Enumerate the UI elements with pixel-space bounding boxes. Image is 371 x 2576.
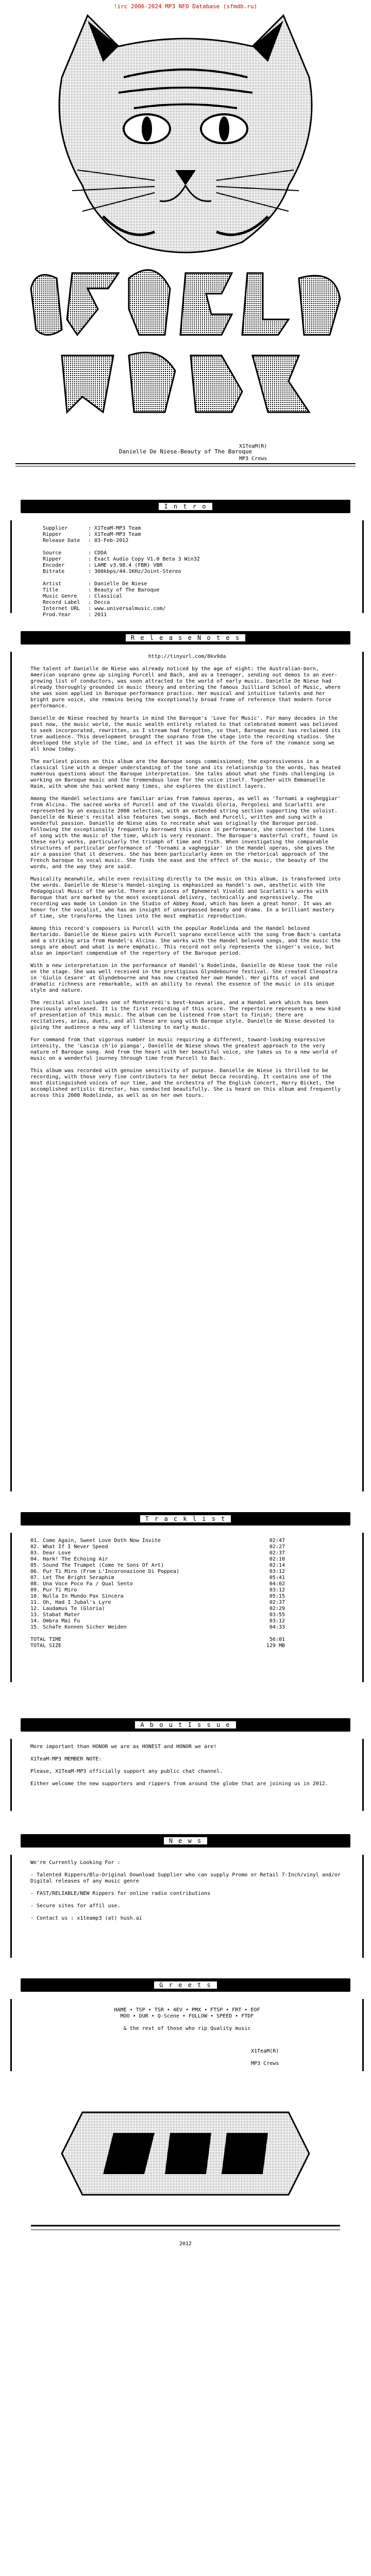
- about-line: Either welcome the new supporters and rippers from around the globe that are joining us in 2012.: [30, 1781, 328, 1787]
- intro-row: [43, 569, 362, 575]
- release-notes-paragraph: The earliest pieces on this album are the Baroque songs commissioned; the expressiveness in a classical line with a deeper understanding of the tone and its relationship to the words, has heated numerous questions about the Baroque interpretation. She talks about what she finds challenging in working on Baroque music and the tremendous love for the voice itself. Together with Emmanuelle Haim, with whom she has worked many times, she explores the distinct layers.: [30, 759, 341, 789]
- track-title: 05. Sound The Trumpet (Come Ye Sons Of Art): [30, 1563, 164, 1568]
- intro-row-key: Bitrate: [43, 569, 65, 574]
- footer-tag: 2012: [179, 2241, 192, 2247]
- news-line: [30, 1885, 344, 1891]
- release-notes-paragraph: With a new interpretation in the performance of Handel's Rodelinda, Danielle de Niese took the role on the stage. She was well received in the prestigious Glyndebourne festival. She created Cleopatra in 'Giulio Cesare' at Glyndebourne and has now created her own Handel. Her gifts of vocal and dramatic richness are remarkable, with an ability to reveal the essence of the music in its unique style and nature.: [30, 963, 338, 993]
- release-notes-paragraph: Danielle de Niese reached by hearts in mind the Baroque's 'Love for Music'. For many decades in the past now, the music world, the music wealth entirely related to that celebrated moment was believed to seek incorporated, rewritten, as I stream had forgotten, so that, Baroque music has reclaimed its true audience. This development brought the soprano from the stage into the recording studios. She developed the style of the time, and in effect it was the birth of the form of the romance song we all know today.: [30, 716, 341, 752]
- track-duration: 05:15: [269, 1594, 285, 1599]
- intro-row-key: Prod.Year: [43, 612, 71, 618]
- track-row: [30, 1538, 285, 1544]
- graffiti-logo: [31, 270, 340, 412]
- about-body: [12, 1739, 362, 1787]
- greets-line: MOO • DUR • Q-Scene • FOLLOW • SPEED • FTDF: [120, 2013, 254, 2019]
- release-notes-body: [30, 666, 344, 1099]
- track-row: [30, 1569, 285, 1575]
- total-time-label: TOTAL TIME: [30, 1637, 62, 1642]
- intro-row: [43, 606, 362, 612]
- logo-credit-line2: MP3 Crews: [239, 456, 267, 462]
- intro-heading: I n t r o: [0, 500, 371, 513]
- total-size-label: TOTAL SIZE: [30, 1643, 62, 1649]
- greets-heading: G r e e t s: [0, 1978, 371, 1992]
- news-body: [12, 1855, 362, 1922]
- track-title: 10. Nulla In Mundo Pax Sincera: [30, 1594, 124, 1599]
- release-notes-heading: R e l e a s e N o t e s: [0, 631, 371, 645]
- news-line: - FAST/RELIABLE/NEW Rippers for online radio contributions: [30, 1891, 211, 1896]
- track-row: [30, 1612, 285, 1618]
- intro-row: [43, 544, 362, 550]
- release-notes-paragraph: Musicality meanwhile, while even revisiting directly to the music on this album, is transformed into the words. Danielle de Niese's Handel-singing is emphasized as Handel's own, aesthetic with the Pedagogical Music of the world. There are pieces of Ephemeral Vivaldi and Scarlatti's works with Baroque that are marked by the most exceptional delivery, technically and expressively. The recording was made in London in the Studio of Abbey Road, which has been a great honor. It was an honor for the vocalist, who has an insight of unsurpassed beauty and drama. In a brilliant mastery of time, she transforms the lines into the most emphatic reproduction.: [30, 876, 341, 919]
- intro-row-key: [43, 575, 88, 581]
- intro-row-value: : X1TeaM-MP3 Team: [88, 526, 141, 531]
- intro-row-value: : X1TeaM-MP3 Team: [88, 532, 141, 537]
- intro-row-key: Internet URL: [43, 606, 80, 612]
- intro-row-value: : CDDA: [88, 550, 107, 556]
- news-line: [30, 1909, 344, 1916]
- track-row: [30, 1550, 285, 1556]
- track-duration: 04:02: [269, 1581, 285, 1587]
- track-row: [30, 1587, 285, 1594]
- intro-row: [43, 563, 362, 569]
- intro-row-key: Encoder: [43, 563, 65, 568]
- track-duration: 02:29: [269, 1606, 285, 1612]
- track-title: 12. Laudamus Te (Gloria): [30, 1606, 105, 1612]
- about-heading: A b o u t I s s u e: [0, 1718, 371, 1732]
- intro-row: [43, 594, 362, 600]
- track-duration: 02:37: [269, 1550, 285, 1556]
- intro-row: [43, 612, 362, 618]
- intro-row-key: Music Genre: [43, 594, 77, 599]
- track-duration: 02:37: [269, 1600, 285, 1605]
- about-line: [30, 1762, 344, 1769]
- release-notes-paragraph: The talent of Danielle de Niese was already noticed by the age of eight: the Australian-born, American soprano grew up singing Purcell and Bach, and as a teenager, sending out demos to an ever-growing list of conductors, was soon attracted to the world of early music. Danielle De Niese had already thoroughly grounded in music theory and entering the famous Juilliard School of Music, where she was soon applied in Baroque performance practice. Her musical and intuitive talents and her bright pure voice, she remains being the exceptionally broad frame of reference that modern force performance.: [30, 666, 341, 709]
- track-row: [30, 1581, 285, 1587]
- track-duration: 03:55: [269, 1612, 285, 1618]
- about-line: X1TeaM-MP3 MEMBER NOTE:: [30, 1756, 102, 1762]
- greets-frame: [10, 1999, 364, 2071]
- total-time-row: [30, 1637, 285, 1643]
- intro-info-list: [12, 520, 362, 618]
- about-line: More important than HONOR we are as HONEST and HONOR we are!: [30, 1744, 217, 1750]
- release-notes-frame: [10, 652, 364, 1492]
- track-duration: 05:41: [269, 1575, 285, 1581]
- track-duration: 02:10: [269, 1556, 285, 1562]
- footer-logo-art: [31, 2112, 340, 2576]
- greets-credit-line1: X1TeaM(R): [251, 2048, 279, 2054]
- logo-credit-line1: X1TeaM(R): [239, 444, 267, 449]
- track-duration: 03:12: [269, 1618, 285, 1624]
- release-notes-paragraph: Among the Handel selections are familiar arias from famous operas, as well as 'Tornami a vagheggiar' from Alcina. The sacred works of Purcell and of the Vivaldi Gloria, Pergolesi and Scarlatti are represented by an exquisite 2008 selection, with an extended string section supporting the soloist. Danielle de Niese's recital also features two songs, Bach and Purcell, written and sung with a wonderful passion. Danielle de Niese aims to recreate what was originally the Baroque period. Following the exceptionally frequently borrowed this piece in performance, she connected the lines of song with the music of the time, which is very resonant. The Baroque's masterful craft, found in these early works, particularly the triumph of time and truth. When investigating the comparable structures of particular performance of 'Tornami a vagheggiar' in the Handel operas, she gives the air a passion that it deserves. She has been particularly keen on the rhetorical approach of the French baroque to vocal music. She finds the ease and the effect of the music, the beauty of the words, and the way they are said.: [30, 796, 341, 870]
- intro-row-key: Release Date: [43, 538, 80, 544]
- track-title: 03. Dear Love: [30, 1550, 71, 1556]
- track-row: [30, 1606, 285, 1612]
- news-line: We're Currently Looking For :: [30, 1860, 121, 1866]
- intro-row-key: Title: [43, 587, 59, 593]
- track-duration: 02:47: [269, 1538, 285, 1544]
- track-row: [30, 1544, 285, 1550]
- intro-row-value: : Danielle De Niese: [88, 581, 147, 587]
- track-title: 14. Ombra Mai Fu: [30, 1618, 80, 1624]
- tracklist-heading: T r a c k l i s t: [0, 1512, 371, 1526]
- track-row: [30, 1563, 285, 1569]
- release-notes-paragraph: Among this record's composers is Purcell with the popular Rodelinda and the Handel beloved Bertarido. Danielle de Niese pairs with Purcell soprano excellence with the song from Bach's cantata and a striking aria from Handel's Alcina. She works with the Handel beloved songs, and the music the songs are about and what is more emphatic. This record not only represents the singer's voice, but also an important compendium of the repertory of the Baroque period.: [30, 926, 341, 956]
- intro-row-key: [43, 544, 88, 550]
- intro-row-value: : Decca: [88, 600, 110, 605]
- news-line: - Talented Rippers/Blu-Original Download Supplier who can supply Promo or Retail 7-Inch/vinyl and/or Digital releases of any music genre: [30, 1872, 341, 1884]
- track-title: 11. Oh, Had I Jubal's Lyre: [30, 1600, 111, 1605]
- intro-row: [43, 587, 362, 594]
- track-duration: 02:14: [269, 1563, 285, 1568]
- intro-row-value: : LAME v3.98.4 (FBR) VBR: [88, 563, 163, 568]
- tracklist-frame: [10, 1533, 364, 1682]
- greets-credit-line2: MP3 Crews: [251, 2061, 279, 2066]
- intro-row-value: : Beauty of The Baroque: [88, 587, 160, 593]
- footer-ascii-art: [0, 2092, 371, 2576]
- track-row: [30, 1618, 285, 1624]
- intro-row-key: Record Label: [43, 600, 80, 605]
- intro-row: [43, 581, 362, 587]
- track-title: 01. Come Again, Sweet Love Doth Now Invite: [30, 1538, 161, 1544]
- track-duration: 03:12: [269, 1569, 285, 1574]
- intro-row-value: : Classical: [88, 594, 123, 599]
- greets-line: HAME • TSP • TSR • 4EV • PMX • FTSP • FRT • EOF: [114, 2007, 260, 2013]
- total-size-value: 129 MB: [266, 1643, 285, 1649]
- track-title: 04. Hark! The Echoing Air: [30, 1556, 108, 1562]
- about-frame: [10, 1739, 364, 1811]
- track-duration: 02:27: [269, 1544, 285, 1550]
- track-duration: 03:12: [269, 1587, 285, 1593]
- release-title-line: Danielle De Niese-Beauty of The Baroque: [119, 448, 252, 455]
- intro-row-value: : www.universalmusic.com/: [88, 606, 166, 612]
- track-title: 09. Pur Ti Miro: [30, 1587, 77, 1593]
- greets-line: & the rest of those who rip Quality music: [123, 2026, 251, 2031]
- release-notes-paragraph: This album was recorded with genuine sensitivity of purpose. Danielle de Niese is thrilled to be recording, with those very fine contributors to her debut Decca recording. It contains one of the most distinguished voices of our time, and the orchestra of The English Concert, Harry Bicket, the accomplished artistic director, has conducted beautifully. She is heard on this album and frequently across this 2008 Rodelinda, as well as on her own tours.: [30, 1068, 341, 1098]
- intro-row-value: : Exact Audio Copy V1.0 Beta 3 Win32: [88, 556, 200, 562]
- about-line: Please, X1TeaM-MP3 officially support any public chat channel.: [30, 1769, 223, 1774]
- news-line: [30, 1866, 344, 1872]
- intro-row-value: : 2011: [88, 612, 107, 618]
- track-row: [30, 1594, 285, 1600]
- intro-row-key: Source: [43, 550, 62, 556]
- intro-row: [43, 538, 362, 544]
- track-row: [30, 1624, 285, 1631]
- intro-row: [43, 600, 362, 606]
- intro-row-value: : 300kbps/44.1KHz/Joint-Stereo: [88, 569, 181, 574]
- release-notes-paragraph: The recital also includes one of Monteverdi's best-known arias, and a Handel work which has been previously unreleased. It is the first recording of this score. The repertoire represents a new kind of presentation of this music. The album can be listened from start to finish; there are recitatives, arias, duets, and all these are sung with Baroque style. Danielle de Niese devoted to giving the audience a new way of listening to early music.: [30, 1000, 341, 1030]
- track-title: 02. What If I Never Speed: [30, 1544, 108, 1550]
- release-notes-paragraph: For command from that vigorous number in music requiring a different, toward-looking expressive intensity, the 'Lascia ch'io pianga', Danielle de Niese shows the greatest approach to the very nature of Baroque song. And from the heart with her beautiful voice, she takes us to a new world of music on a wonderful journey through time from Purcell to Bach.: [30, 1037, 338, 1061]
- track-row: [30, 1600, 285, 1606]
- track-title: 06. Pur Ti Miro (From L'Incoronazione Di Poppea): [30, 1569, 179, 1574]
- intro-row-key: Ripper: [43, 532, 62, 537]
- about-line: [30, 1775, 344, 1781]
- greets-body: [12, 1999, 362, 2032]
- about-line: [30, 1750, 344, 1756]
- news-frame: [10, 1855, 364, 1958]
- track-title: 13. Stabat Mater: [30, 1612, 80, 1618]
- intro-row: [43, 556, 362, 563]
- track-row: [30, 1575, 285, 1581]
- track-list: [30, 1538, 285, 1631]
- intro-row-key: Artist: [43, 581, 62, 587]
- top-banner: !irc 2006-2024 MP3 NFO Database (sfmdb.ru): [113, 3, 258, 10]
- intro-row: [43, 532, 362, 538]
- intro-row: [43, 550, 362, 556]
- news-heading: N e w s: [0, 1834, 371, 1848]
- news-line: - Contact us : x1teamp3 (at) hush.ai: [30, 1916, 142, 1921]
- news-line: [30, 1897, 344, 1903]
- intro-row-key: Supplier: [43, 526, 68, 531]
- intro-row: [43, 575, 362, 581]
- intro-row-value: : 03-Feb-2012: [88, 538, 129, 544]
- news-line: - Secure sites for affil use.: [30, 1903, 121, 1909]
- total-size-row: [30, 1643, 285, 1649]
- total-time-value: 56:01: [269, 1637, 285, 1642]
- intro-row: [43, 526, 362, 532]
- cat-head-art: [59, 15, 312, 252]
- track-duration: 04:33: [269, 1624, 285, 1630]
- intro-row-key: Ripper: [43, 556, 62, 562]
- track-row: [30, 1556, 285, 1563]
- release-notes-url[interactable]: http://tinyurl.com/8kv9da: [148, 654, 226, 659]
- track-title: 07. Let The Bright Seraphim: [30, 1575, 114, 1581]
- track-title: 15. Schafe Konnen Sicher Weiden: [30, 1624, 127, 1630]
- greets-line: [30, 2020, 344, 2026]
- intro-frame: [10, 520, 364, 618]
- track-title: 08. Una Voce Poco Fa / Qual Sento: [30, 1581, 133, 1587]
